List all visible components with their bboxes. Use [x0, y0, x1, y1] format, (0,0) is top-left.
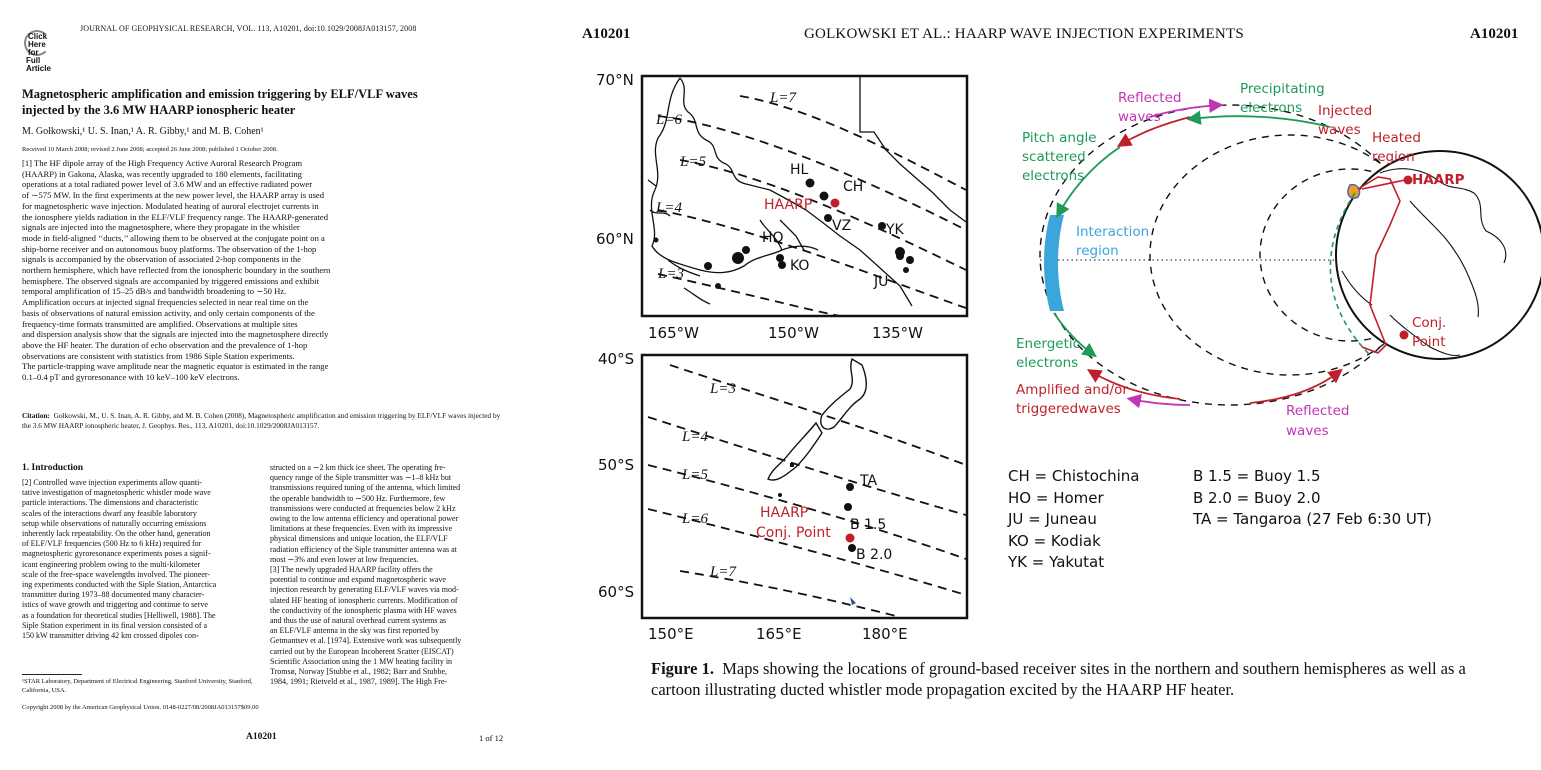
reflected-top-1: Reflected: [1118, 90, 1182, 106]
precipitating-arrow: [1190, 116, 1330, 127]
abstract-line: The particle-trapping wave amplitude near the magnetic equator is estimated in the range: [22, 361, 329, 372]
north-l4: L=4: [656, 200, 682, 216]
copyright-notice: Copyright 2008 by the American Geophysical Union. 0148-0227/08/2008JA013157$09.00: [22, 704, 259, 711]
header-left-id: A10201: [582, 26, 631, 42]
authors: M. Gołkowski,¹ U. S. Inan,¹ A. R. Gibby,¹ and M. B. Cohen¹: [22, 126, 264, 137]
column-1-line: scale of the free-space wavelengths involved. The pioneer-: [22, 569, 211, 579]
interaction-2: region: [1076, 243, 1119, 259]
column-2-line: limitations at these frequencies. Even with its impressive: [270, 524, 453, 534]
south-lat-40: 40°S: [598, 350, 635, 368]
caption-text: Maps showing the locations of ground-based receiver sites in the northern and southern hemispheres as well as a cartoon illustrating ducted whistler mode propagation excited by the HAARP HF heater.: [651, 659, 1466, 699]
reflected-bot-1: Reflected: [1286, 403, 1350, 419]
pitch-3: electrons: [1022, 168, 1085, 184]
site-b20: B 2.0: [856, 547, 893, 563]
column-1-line: magnetospheric gyroresonance experiments poses a signif-: [22, 549, 211, 559]
abstract-line-text: The HF dipole array of the High Frequency Active Auroral Research Program: [34, 158, 303, 168]
pitch-1: Pitch angle: [1022, 130, 1097, 146]
column-1-line: inherently lack repeatability. On the other hand, generation: [22, 529, 211, 539]
site-ch: CH: [843, 179, 864, 195]
legend-entry: B 1.5 = Buoy 1.5: [1193, 467, 1321, 485]
received-dates: Received 10 March 2008; revised 2 June 2008; accepted 26 June 2008; published 1 October 2008.: [22, 146, 278, 153]
north-lat-70: 70°N: [596, 71, 634, 89]
column-2-line: most ∼3% and even lower at low frequencies.: [270, 554, 419, 564]
column-2-line: [3] The newly upgraded HAARP facility offers the: [270, 565, 433, 575]
column-1-line: Siple Station experiment in its final version consisted of a: [22, 620, 208, 630]
pitch-2: scattered: [1022, 149, 1086, 165]
abstract-line: of ∼575 MW. In the first experiments at the new power level, the HAARP array is used: [22, 190, 325, 201]
logo-line: Full: [26, 56, 41, 65]
injected-bottom-arrow: [1250, 371, 1340, 403]
abstract: [22, 158, 422, 383]
paper-title: Magnetospheric amplification and emission triggering by ELF/VLF waves injected by the 3.6 MW HAARP ionospheric heater: [22, 87, 418, 117]
energetic-2: electrons: [1016, 355, 1079, 371]
abstract-line: above the HF heater. The duration of echo observation and the prevalence of 1-hop: [22, 339, 308, 350]
page-number: 1 of 12: [479, 733, 504, 743]
column-2-line: Tromsø, Norway [Stubbe et al., 1982; Barr and Stubbe,: [270, 667, 448, 677]
column-1-line: as a foundation for theoretical studies [Helliwell, 1988]. The: [22, 610, 216, 620]
abstract-line: and dispersion analysis show that the signals are injected into the magnetosphere directly: [22, 329, 329, 340]
south-l4: L=4: [682, 429, 708, 445]
north-lon-135: 135°W: [872, 324, 923, 342]
figure-caption: [651, 658, 1481, 700]
column-2-line: transmissions were conducted at frequencies below 2 kHz: [270, 503, 456, 513]
north-lon-165: 165°W: [648, 324, 699, 342]
logo-line: Click: [28, 32, 48, 41]
abstract-line: for magnetospheric wave injection. Modulated heating of auroral electrojet currents in: [22, 200, 319, 211]
haarp-conj-label-2: Conj. Point: [756, 525, 831, 541]
site-hl: HL: [790, 162, 809, 178]
amplified-1: Amplified and/or: [1016, 382, 1128, 398]
south-l5: L=5: [682, 467, 708, 483]
abstract-line: 0.1–0.4 pT and gyroresonance with 10 keV–100 keV electrons.: [22, 372, 240, 383]
abstract-line: northern hemisphere, which have reflected from the ionospheric boundary in the southern: [22, 265, 331, 276]
left-page: [0, 0, 530, 770]
full-article-logo[interactable]: [22, 30, 60, 73]
south-l3: L=3: [710, 381, 736, 397]
column-1-line: istics of wave growth and triggering and continue to serve: [22, 600, 208, 610]
north-map-frame: [642, 76, 967, 316]
interaction-region-band: [1044, 215, 1064, 311]
site-ko: KO: [790, 258, 810, 274]
column-1-line: 150 kW transmitter driving 42 km crossed dipoles con-: [22, 631, 199, 641]
column-2-line: radiation efficiency of the Siple transmitter antenna was at: [270, 544, 457, 554]
conj-1: Conj.: [1412, 315, 1447, 331]
caption-label: Figure 1.: [651, 659, 714, 678]
precipitating-1: Precipitating: [1240, 81, 1325, 97]
column-2-line: owing to the low antenna efficiency and operational power: [270, 514, 459, 524]
intro-column-1: [22, 478, 260, 641]
affiliation-footnote: ¹STAR Laboratory, Department of Electrical Engineering, Stanford University, Stanford, California, USA.: [22, 678, 253, 694]
column-2-line: the conductivity of the ionospheric plasma with HF waves: [270, 605, 457, 615]
south-l6: L=6: [682, 511, 708, 527]
right-page: [560, 0, 1541, 770]
legend-entry: HO = Homer: [1008, 488, 1104, 507]
reflected-bot-2: waves: [1286, 423, 1329, 439]
injected-2: waves: [1318, 122, 1361, 138]
column-1-line: ing experiments conducted with the Siple Station, Antarctica: [22, 580, 217, 590]
conj-2: Point: [1412, 334, 1446, 350]
abstract-marker: [1]: [22, 158, 35, 168]
header-running-title: GOLKOWSKI ET AL.: HAARP WAVE INJECTION EXPERIMENTS: [804, 26, 1244, 42]
column-2-line: Getmantsev et al. [1974]. Extensive work was subsequently: [270, 636, 462, 646]
citation-text: Gołkowski, M., U. S. Inan, A. R. Gibby, and M. B. Cohen (2008), Magnetospheric amplification and emission triggering by ELF/VLF waves injected by the 3.6 MW HAARP ionospheric heater, J. Geophys. Res., 113, A10201, doi:10.1029/2008JA013157.: [22, 411, 501, 430]
logo-line: Article: [26, 64, 51, 73]
south-lon-150: 150°E: [648, 625, 694, 643]
column-2-line: the operable bandwidth to ∼500 Hz. Furthermore, few: [270, 493, 446, 503]
column-2-line: physical dimensions and unique location, the ELF/VLF: [270, 534, 448, 544]
column-2-line: potential to continue and expand magnetospheric wave: [270, 575, 446, 585]
abstract-line: operations at a total radiated power level of 3.6 MW and an effective radiated power: [22, 179, 313, 190]
north-lat-60: 60°N: [596, 230, 634, 248]
legend-entry: KO = Kodiak: [1008, 531, 1101, 550]
header-right-id: A10201: [1470, 26, 1519, 42]
abstract-line: hemisphere. The observed signals are accompanied by triggered emissions and exhibit: [22, 275, 319, 286]
abstract-line: basis of observations of natural emission activity, and only certain components of the: [22, 307, 315, 318]
legend-entry: YK = Yakutat: [1008, 553, 1105, 571]
journal-header: JOURNAL OF GEOPHYSICAL RESEARCH, VOL. 113, A10201, doi:10.1029/2008JA013157, 2008: [80, 24, 417, 33]
heated-1: Heated: [1372, 130, 1421, 146]
column-2-line: injection research by generating ELF/VLF waves via mod-: [270, 585, 459, 595]
site-vz: VZ: [832, 218, 852, 234]
column-1-line: transmitter during 1973–88 documented many character-: [22, 590, 205, 600]
abstract-line: (HAARP) in Gakona, Alaska, was recently upgraded to 180 elements, facilitating: [22, 168, 302, 179]
site-ho: HO: [762, 230, 784, 246]
citation-label: Citation:: [22, 411, 50, 420]
abstract-line: Amplification occurs at injected signal frequencies selected in near real time on the: [22, 297, 309, 308]
precipitating-2: electrons: [1240, 100, 1303, 116]
column-2-line: quency range of the Siple transmitter was ∼1–8 kHz but: [270, 473, 452, 483]
column-2-line: and thus the use of natural overhead current systems as: [270, 616, 447, 626]
energetic-1: Energetic: [1016, 336, 1081, 352]
legend-entry: JU = Juneau: [1008, 510, 1097, 528]
site-ta: TA: [860, 473, 878, 489]
north-l6: L=6: [656, 112, 682, 128]
north-l3: L=3: [658, 266, 684, 282]
site-ju: JU: [874, 274, 889, 290]
citation: [22, 411, 502, 430]
logo-line: Here: [28, 40, 46, 49]
site-b15: B 1.5: [850, 517, 887, 533]
abstract-line: frequency-time formats transmitted are amplified. Observations at multiple sites: [22, 318, 298, 329]
abstract-line: temporal amplification of 15–25 dB/s and bandwidth broadening to ∼50 Hz.: [22, 286, 287, 297]
abstract-line: mode in field-aligned ‘‘ducts,’’ allowing them to be observed at the conjugate point on a: [22, 232, 325, 243]
intro-column-2: [270, 463, 506, 687]
legend-entry: B 2.0 = Buoy 2.0: [1193, 488, 1321, 507]
column-1-line: icant engineering problem owing to the multi-kilometer: [22, 559, 201, 569]
abstract-line: signals is accompanied by the observation of associated 2-hop components in the: [22, 254, 301, 265]
logo-text: [28, 33, 51, 73]
column-1-line: [2] Controlled wave injection experiments allow quanti-: [22, 478, 202, 487]
south-lon-180: 180°E: [862, 625, 908, 643]
page-id: A10201: [246, 732, 277, 742]
injected-1: Injected: [1318, 103, 1373, 119]
legend-column-1: [1008, 466, 1140, 574]
intro-heading: 1. Introduction: [22, 463, 84, 473]
abstract-line: ship-borne receiver and on autonomous buoy platforms. The observation of the 1-hop: [22, 243, 317, 254]
column-1-line: tative investigation of magnetospheric whistler mode wave: [22, 488, 211, 498]
south-lat-50: 50°S: [598, 456, 635, 474]
abstract-line: the ionosphere yields radiation in the ELF/VLF frequency range. The HAARP-generated: [22, 211, 329, 222]
column-2-line: Scientific Association using the 1 MW heating facility in: [270, 656, 453, 666]
column-1-line: scales of the interactions dwarf any feasible laboratory: [22, 508, 197, 518]
legend-entry: TA = Tangaroa (27 Feb 6:30 UT): [1193, 510, 1432, 528]
column-1-line: of ELF/VLF frequencies (500 Hz to 6 kHz) required for: [22, 539, 202, 549]
haarp-label: HAARP: [1412, 172, 1465, 188]
column-2-line: 1984, 1991; Rietveld et al., 1987, 1989]. The High Fre-: [270, 677, 448, 687]
footnote-rule: [22, 674, 82, 675]
legend-column-2: [1193, 466, 1432, 531]
north-map: [560, 60, 980, 350]
logo-line: for: [28, 48, 39, 57]
abstract-line: observations are consistent with statistics from 1986 Siple Station experiments.: [22, 350, 295, 361]
south-map-frame: [642, 355, 967, 618]
site-yk: YK: [886, 222, 904, 238]
north-lon-150: 150°W: [768, 324, 819, 342]
column-1-line: particle interactions. The dimensions and characteristic: [22, 498, 199, 508]
north-l5: L=5: [680, 154, 706, 170]
reflected-top-2: waves: [1118, 109, 1161, 125]
south-l7: L=7: [710, 564, 736, 580]
abstract-line: [22, 158, 422, 169]
south-map: [560, 345, 980, 647]
haarp-conj-label-1: HAARP: [760, 505, 809, 521]
column-1-line: setup while observations of naturally occurring emissions: [22, 518, 207, 528]
column-2-line: transmissions required tuning of the antenna, which limited: [270, 483, 461, 493]
column-2-line: structed on a ∼2 km thick ice sheet. The operating fre-: [270, 463, 446, 472]
north-l7: L=7: [770, 90, 796, 106]
south-lon-165: 165°E: [756, 625, 802, 643]
conj-point-marker: [1400, 331, 1409, 340]
column-2-line: ulated HF heating of ionospheric currents. Modification of: [270, 595, 458, 605]
legend-entry: CH = Chistochina: [1008, 467, 1140, 485]
site-haarp: HAARP: [764, 197, 813, 213]
amplified-2: triggeredwaves: [1016, 401, 1121, 417]
wave-injection-cartoon: [990, 65, 1541, 450]
abstract-line: signals are injected into the magnetosphere, where they propagate in the whistler: [22, 222, 300, 233]
south-lat-60: 60°S: [598, 583, 635, 601]
heated-2: region: [1372, 149, 1415, 165]
column-2-line: an ELF/VLF antenna in the sky was first reported by: [270, 626, 440, 636]
interaction-1: Interaction: [1076, 224, 1150, 240]
column-2-line: carried out by the European Incoherent Scatter (EISCAT): [270, 646, 454, 656]
